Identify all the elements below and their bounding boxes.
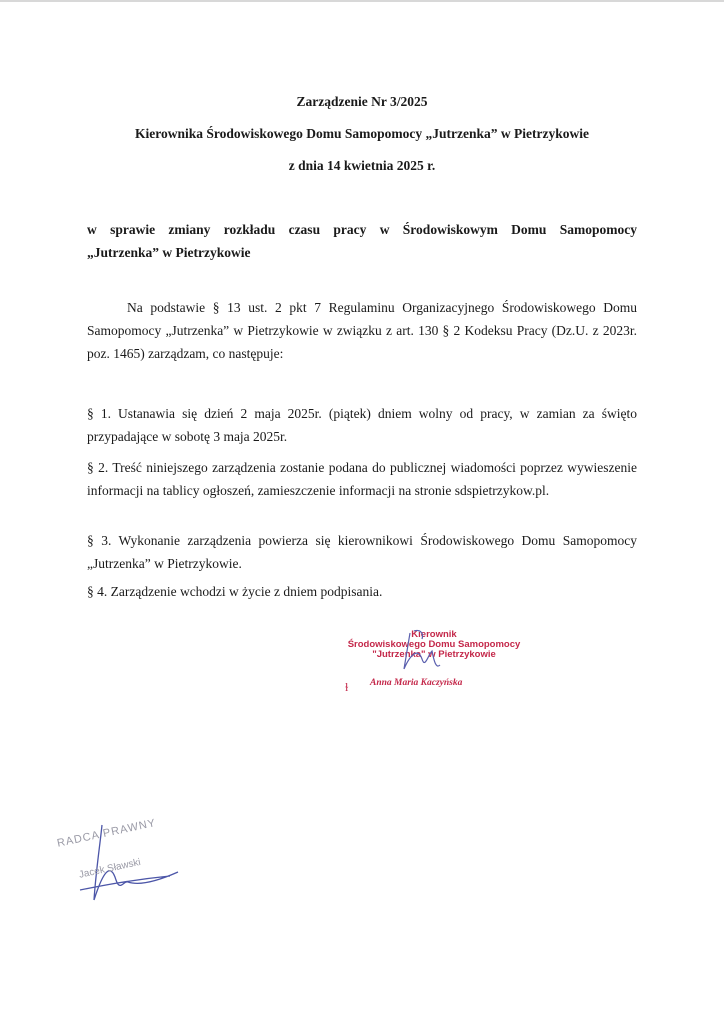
paragraph-1: § 1. Ustanawia się dzień 2 maja 2025r. (piątek) dniem wolny od pracy, w zamian za święto przypadające w sobotę 3 maja 2025r. <box>87 406 637 444</box>
paragraph-2: § 2. Treść niniejszego zarządzenia zostanie podana do publicznej wiadomości poprzez wywieszenie informacji na tablicy ogłoszeń, zamieszczenie informacji na stronie sdspietrzykow.pl. <box>87 460 637 498</box>
page-top-edge <box>0 0 724 2</box>
subject-line-2: „Jutrzenka” w Pietrzykowie <box>87 245 251 260</box>
legal-stamp-name: Jacek Sławski <box>78 856 142 881</box>
document-date: z dnia 14 kwietnia 2025 r. <box>288 158 436 173</box>
stamp-small-mark: ɫ <box>345 680 349 694</box>
preamble-paragraph: Na podstawie § 13 ust. 2 pkt 7 Regulaminu Organizacyjnego Środowiskowego Domu Samopomocy „Jutrzenka” w Pietrzykowie w związku z art. 130 § 2 Kodeksu Pracy (Dz.U. z 2023r. poz. 1465) zarządzam, co następuje: <box>87 300 637 361</box>
stamp-line-3: "Jutrzenka" w Pietrzykowie <box>372 649 496 660</box>
legal-stamp-title: RADCA PRAWNY <box>56 817 158 850</box>
document-title: Zarządzenie Nr 3/2025 <box>296 94 428 109</box>
subject-line-1: w sprawie zmiany rozkładu czasu pracy w Środowiskowym Domu Samopomocy <box>87 222 637 237</box>
stamp-signer-name: Anna Maria Kaczyńska <box>370 678 463 688</box>
director-signature <box>370 625 480 685</box>
document-subject <box>87 218 637 264</box>
document-issuer: Kierownika Środowiskowego Domu Samopomocy „Jutrzenka” w Pietrzykowie <box>135 126 589 141</box>
stamp-line-2: Środowiskowego Domu Samopomocy <box>347 639 521 650</box>
paragraph-3: § 3. Wykonanie zarządzenia powierza się kierownikowi Środowiskowego Domu Samopomocy „Jutrzenka” w Pietrzykowie. <box>87 533 637 571</box>
stamp-line-1: Kierownik <box>411 629 457 640</box>
paragraph-4: § 4. Zarządzenie wchodzi w życie z dniem podpisania. <box>87 584 383 599</box>
